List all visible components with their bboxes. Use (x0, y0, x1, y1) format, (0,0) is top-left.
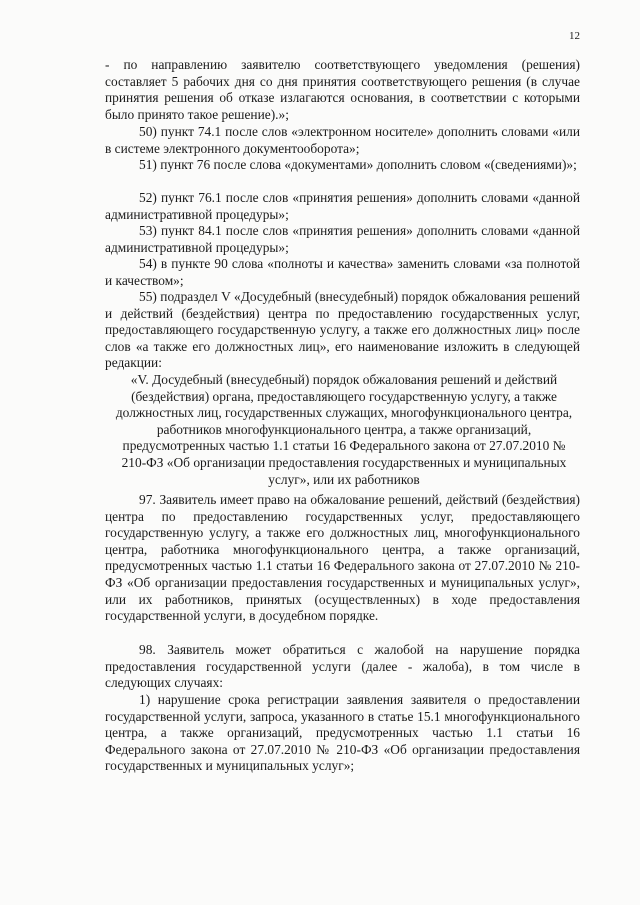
paragraph-item-53: 53) пункт 84.1 после слов «принятия решения» дополнить словами «данной административной процедуры»; (105, 223, 580, 255)
section-heading: «V. Досудебный (внесудебный) порядок обжалования решений и действий (бездействия) органа, предоставляющего государственную услугу, а также должностных лиц, государственных служащих, многофункционального центра, работников многофункционального центра, а также организаций, предусмотренных частью 1.1 статьи 16 Федерального закона от 27.07.2010 № 210-ФЗ «Об организации предоставления государственных и муниципальных услуг», или их работников (115, 372, 573, 487)
paragraph-item-50: 50) пункт 74.1 после слов «электронном носителе» дополнить словами «или в системе электронного документооборота»; (105, 124, 580, 156)
page-number: 12 (569, 30, 580, 42)
paragraph-item-54: 54) в пункте 90 слова «полноты и качества» заменить словами «за полнотой и качеством»; (105, 256, 580, 288)
paragraph-item-98: 98. Заявитель может обратиться с жалобой на нарушение порядка предоставления государственной услуги (далее - жалоба), в том числе в следующих случаях: (105, 642, 580, 691)
paragraph-item-52: 52) пункт 76.1 после слов «принятия решения» дополнить словами «данной административной процедуры»; (105, 190, 580, 222)
paragraph-item-55: 55) подраздел V «Досудебный (внесудебный) порядок обжалования решений и действий (бездействия) центра по предоставлению государственных услуг, предоставляющего государственную услугу, а также его должностных лиц» после слов «а также его должностных лиц», его наименование изложить в следующей редакции: (105, 289, 580, 371)
paragraph-item-51: 51) пункт 76 после слова «документами» дополнить словом «(сведениями)»; (139, 157, 577, 172)
paragraph-notification-deadline: - по направлению заявителю соответствующего уведомления (решения) составляет 5 рабочих дня со дня принятия соответствующего решения (в случае принятия решения об отказе излагаются основания, в соответствии с которыми было принято такое решение).»; (105, 57, 580, 122)
paragraph-item-98-1: 1) нарушение срока регистрации заявления заявителя о предоставлении государственной услуги, запроса, указанного в статье 15.1 многофункционального центра, а также организаций, предусмотренных частью 1.1 статьи 16 Федерального закона от 27.07.2010 № 210-ФЗ «Об организации предоставления государственных и муниципальных услуг»; (105, 692, 580, 774)
paragraph-item-97: 97. Заявитель имеет право на обжалование решений, действий (бездействия) центра по предоставлению государственных услуг, предоставляющего государственную услугу, а также его должностных лиц, многофункционального центра, работника многофункционального центра, а также организаций, предусмотренных частью 1.1 статьи 16 Федерального закона от 27.07.2010 № 210-ФЗ «Об организации предоставления государственных и муниципальных услуг», или их работников, принятых (осуществленных) в ходе предоставления государственной услуги, в досудебном порядке. (105, 492, 580, 624)
